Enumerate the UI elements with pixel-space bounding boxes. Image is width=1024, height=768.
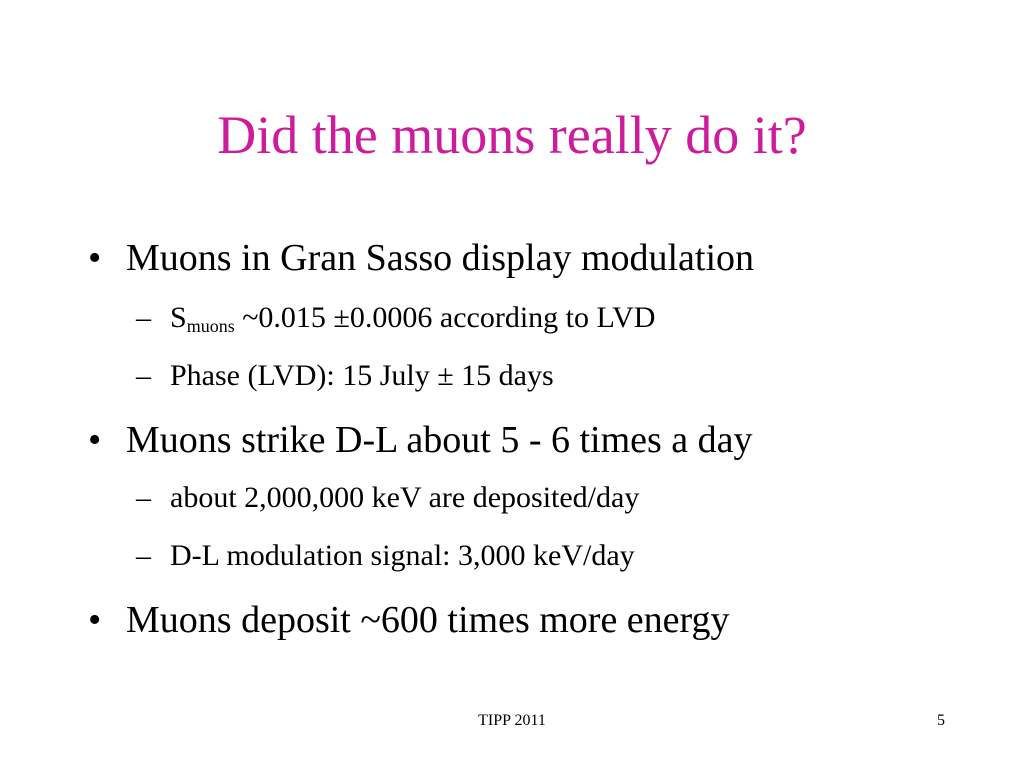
bullet-item-1 [88, 236, 754, 280]
dash-glyph: – [136, 301, 151, 334]
bullet-item-2 [88, 418, 753, 462]
subitem-text-main: S [170, 301, 187, 334]
subitem-2-2 [136, 538, 635, 574]
subitem-text-rest: ~0.015 ±0.0006 according to LVD [234, 301, 656, 334]
bullet-text: Muons deposit ~600 times more energy [126, 599, 730, 641]
bullet-item-3 [88, 598, 730, 642]
bullet-text: Muons strike D-L about 5 - 6 times a day [126, 419, 753, 461]
subitem-text: Phase (LVD): 15 July ± 15 days [170, 359, 554, 392]
subitem-text: D-L modulation signal: 3,000 keV/day [170, 539, 635, 572]
subitem-2-1 [136, 480, 639, 516]
bullet-glyph: • [88, 599, 102, 641]
dash-glyph: – [136, 481, 151, 514]
subitem-1-1 [136, 300, 655, 336]
footer-text: TIPP 2011 [478, 712, 546, 729]
subitem-1-2 [136, 358, 554, 394]
subitem-text: about 2,000,000 keV are deposited/day [170, 481, 640, 514]
bullet-glyph: • [88, 419, 102, 461]
dash-glyph: – [136, 539, 151, 572]
subscript-muons: muons [186, 316, 235, 336]
dash-glyph: – [136, 359, 151, 392]
slide-title: Did the muons really do it? [217, 105, 807, 165]
page-number: 5 [937, 712, 945, 729]
bullet-text: Muons in Gran Sasso display modulation [126, 237, 755, 279]
bullet-glyph: • [88, 237, 102, 279]
